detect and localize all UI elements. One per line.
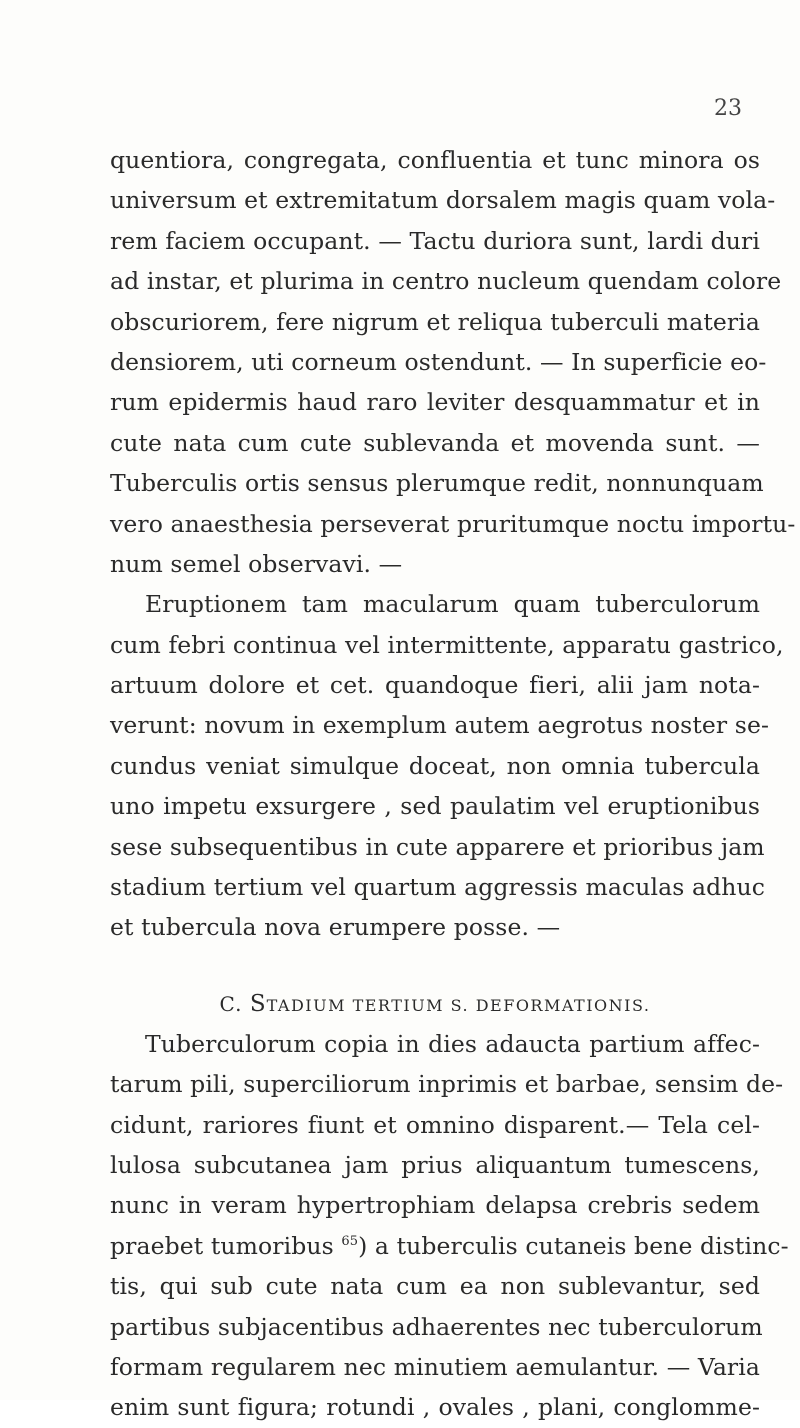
text-line: cundus veniat simulque doceat, non omnia tubercula [110,751,760,780]
section-spacer [110,948,760,984]
text-fragment: praebet tumoribus [110,1231,342,1260]
text-line: tarum pili, superciliorum inprimis et barbae, sensim de- [110,1070,784,1099]
text-line: uno impetu exsurgere , sed paulatim vel eruptionibus [110,792,760,821]
text-line: ad instar, et plurima in centro nucleum quendam colore [110,267,782,296]
text-line: stadium tertium vel quartum aggressis maculas adhuc [110,873,765,902]
text-line: formam regularem nec minutiem aemulantur. — Varia [110,1352,760,1381]
text-line: vero anaesthesia perseverat pruritumque noctu importu- [110,509,796,538]
text-line: Eruptionem tam macularum quam tuberculorum [145,590,760,619]
text-line: Tuberculorum copia in dies adaucta partium affec- [145,1029,760,1058]
text-line: rum epidermis haud raro leviter desquammatur et in [110,388,760,417]
text-line: universum et extremitatum dorsalem magis quam vola- [110,186,776,215]
heading-prefix: C. [219,991,243,1016]
text-fragment: ) a tuberculis cutaneis bene distinc- [358,1231,789,1260]
text-line: enim sunt figura; rotundi , ovales , plani, conglomme- [110,1393,760,1422]
text-line: Tuberculis ortis sensus plerumque redit, nonnunquam [110,469,764,498]
text-line: densiorem, uti corneum ostendunt. — In superficie eo- [110,347,767,376]
text-line: verunt: novum in exemplum autem aegrotus noster se- [110,711,769,740]
text-line: obscuriorem, fere nigrum et reliqua tuberculi materia [110,307,760,336]
text-line: quentiora, congregata, confluentia et tunc minora os [110,146,760,174]
text-line: et tubercula nova erumpere posse. — [110,913,561,942]
text-line: artuum dolore et cet. quandoque fieri, alii jam nota- [110,671,760,700]
heading-initial: S [249,990,267,1017]
text-line: partibus subjacentibus adhaerentes nec tuberculorum [110,1312,763,1341]
text-line: cidunt, rariores fiunt et omnino disparent.— Tela cel- [110,1110,760,1139]
text-line-with-footnote [110,1226,789,1266]
text-line: sese subsequentibus in cute apparere et prioribus jam [110,832,765,861]
text-line: lulosa subcutanea jam prius aliquantum tumescens, [110,1150,760,1179]
section-heading [110,984,760,1024]
text-line: tis, qui sub cute nata cum ea non sublevantur, sed [110,1272,760,1301]
heading-rest: TADIUM TERTIUM S. DEFORMATIONIS. [266,995,651,1015]
text-line: cum febri continua vel intermittente, apparatu gastrico, [110,630,784,659]
text-line: cute nata cum cute sublevanda et movenda sunt. — [110,428,760,457]
footnote-reference[interactable]: 65 [341,1233,359,1249]
text-line: nunc in veram hypertrophiam delapsa crebris sedem [110,1191,760,1220]
body-text [110,140,796,1428]
page-number: 23 [714,96,742,121]
text-line: num semel observavi. — [110,549,403,578]
text-line: rem faciem occupant. — Tactu duriora sunt, lardi duri [110,226,760,255]
